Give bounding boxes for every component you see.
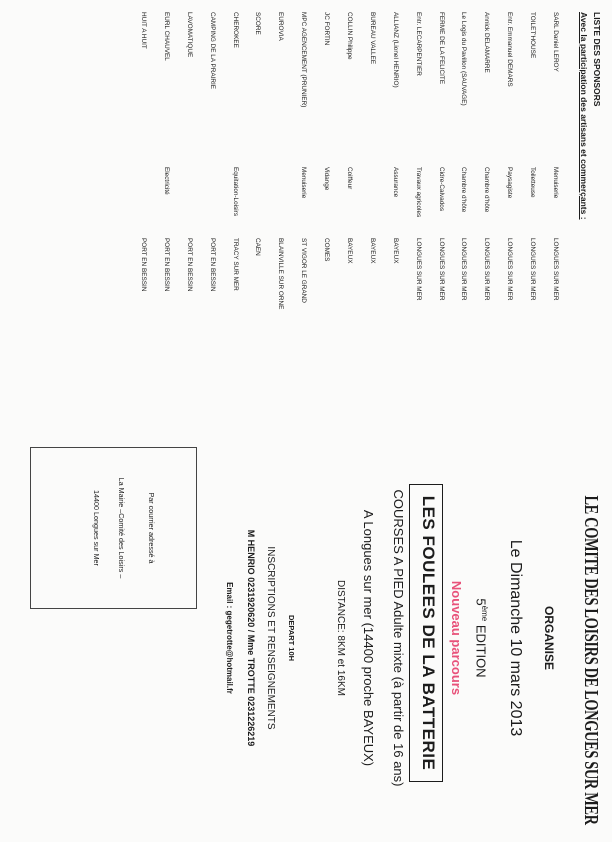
sponsor-name: LAVOMATIQUE (185, 12, 193, 58)
postal-address-box (30, 447, 197, 609)
sponsor-town: PORT EN BESSIN (185, 238, 193, 292)
mail-line-1: Par courrier adressé à (147, 492, 156, 564)
sponsor-trade: Vidange (323, 167, 331, 191)
sponsor-town: ST VIGOR LE GRAND (300, 238, 308, 303)
mail-line-3: 14400 Longues sur Mer (92, 490, 101, 566)
sponsor-town: PORT EN BESSIN (139, 238, 147, 292)
sponsor-town: LONGUES SUR MER (529, 238, 537, 301)
edition-suffix: ème (480, 605, 489, 622)
sponsor-name: CHEROKEE (231, 12, 239, 48)
sponsor-trade: Equitation-Loisirs (231, 167, 239, 217)
sponsor-name: MPC AGENCEMENT (PRUNIER) (300, 12, 308, 108)
sponsor-name: EUROVIA (277, 12, 285, 41)
sponsor-name: JC FORTIN (323, 12, 331, 46)
sponsor-name: TOILET'HOUSE (529, 12, 537, 59)
sponsor-town: LONGUES SUR MER (483, 238, 491, 301)
sponsor-town: LONGUES SUR MER (414, 238, 422, 301)
sponsor-row (124, 12, 147, 442)
sponsor-town: BLAINVILLE SUR ORNE (277, 238, 285, 310)
sponsor-name: EURL CHAUVEL (162, 12, 170, 61)
sponsor-trade: Assurance (391, 167, 399, 198)
sponsor-row (193, 12, 216, 442)
edition-label (474, 440, 489, 836)
sponsor-town: LONGUES SUR MER (552, 238, 559, 301)
sponsor-name: HUIT A HUIT (139, 12, 147, 49)
sponsor-row (353, 12, 376, 442)
sponsor-row (536, 12, 559, 442)
sponsor-row (422, 12, 445, 442)
sponsor-row (147, 12, 170, 442)
contact-phones: M HENRIO 0231920620 / Mme TROTTE 0231226219 (246, 529, 256, 747)
sponsor-row (445, 12, 468, 442)
sponsor-trade: Paysagiste (506, 167, 514, 199)
event-date: Le Dimanche 10 mars 2013 (507, 539, 524, 737)
sponsor-trade: Menuiserie (300, 167, 308, 199)
sponsor-row (216, 12, 239, 442)
sponsor-name: SCORE (254, 12, 262, 35)
sponsor-row (376, 12, 399, 442)
edition-number: 5 (473, 598, 489, 606)
sponsor-town: LONGUES SUR MER (506, 238, 514, 301)
new-route-label: Nouveau parcours (449, 580, 464, 696)
sponsor-name: BUREAU VALLEE (368, 12, 376, 65)
sponsor-row (490, 12, 513, 442)
sponsor-town: LONGUES SUR MER (437, 238, 445, 301)
event-title: LES FOULEES DE LA BATTERIE (419, 495, 438, 771)
sponsor-name: Annick DELAMARRE (483, 12, 491, 73)
sponsor-town: BAYEUX (391, 238, 399, 264)
start-time: DEPART 10H (287, 614, 296, 662)
sponsor-row (330, 12, 353, 442)
sponsor-town: PORT EN BESSIN (162, 238, 170, 292)
mail-line-2: La Mairie –Comité des Loisirs – (117, 477, 126, 579)
race-description: COURSES A PIED Adulte mixte (à partir de 16 ans) (391, 489, 406, 787)
sponsor-town: COMES (323, 238, 331, 262)
sponsors-title: LISTE DES SPONSORS (592, 12, 602, 107)
sponsor-row (170, 12, 193, 442)
contact-email: Email : gegetrotte@hotmail.fr (225, 582, 234, 694)
sponsor-name: Entr. Emmanuel DEMARS (506, 12, 514, 87)
sponsor-name: CAMPING DE LA PRAIRIE (208, 12, 216, 90)
sponsor-town: BAYEUX (368, 238, 376, 264)
sponsor-trade: Cidre-Calvados (437, 167, 445, 212)
sponsor-list (124, 12, 559, 442)
edition-word: EDITION (473, 624, 489, 678)
sponsors-subtitle: Avec la participation des artisans et commerçants : (579, 12, 589, 220)
sponsor-trade: Travaux agricoles (414, 167, 422, 218)
organizer-title: LE COMITE DES LOISIRS DE LONGUES SUR MER (580, 495, 602, 825)
venue: A Longues sur mer (14400 proche BAYEUX) (361, 509, 376, 767)
sponsor-row (261, 12, 284, 442)
sponsor-trade: Chambre d'hôte (483, 167, 491, 213)
event-flyer (6, 440, 606, 836)
sponsor-town: TRACY SUR MER (231, 238, 239, 291)
sponsor-town: LONGUES SUR MER (460, 238, 468, 301)
registration-heading: INSCRIPTIONS ET RENSEIGNEMENTS (265, 546, 276, 730)
sponsor-name: Entr. LECARPENTIER (414, 12, 422, 76)
sponsor-name: COLLIN Philippe (345, 12, 353, 60)
event-title-box (409, 484, 443, 782)
sponsor-name: FERME DE LA FELICITE (437, 12, 445, 85)
sponsor-trade: Menuiserie (552, 167, 559, 199)
sponsor-row (513, 12, 536, 442)
organise-label: ORGANISE (542, 605, 556, 670)
sponsor-row (284, 12, 307, 442)
sponsor-name: Le Logis du Pavillon (SAUVAGE) (460, 12, 468, 106)
sponsor-trade: Toiletteuse (529, 167, 537, 198)
sponsor-trade: Chambre d'hôte (460, 167, 468, 213)
sponsor-name: ALLIANZ (Lionel HENRIO) (391, 12, 399, 88)
distance: DISTANCE: 8KM et 16KM (335, 580, 346, 696)
sponsor-row (467, 12, 490, 442)
sponsor-row (307, 12, 330, 442)
sponsor-trade: Coiffeur (345, 167, 353, 190)
sponsor-town: CAEN (254, 238, 262, 256)
sponsor-town: PORT EN BESSIN (208, 238, 216, 292)
sponsors-section (10, 12, 602, 442)
sponsor-row (399, 12, 422, 442)
sponsor-town: BAYEUX (345, 238, 353, 264)
sponsor-row (239, 12, 262, 442)
sponsor-trade: Electricité (162, 167, 170, 195)
sponsor-name: SARL Daniel LEROY (552, 12, 559, 72)
